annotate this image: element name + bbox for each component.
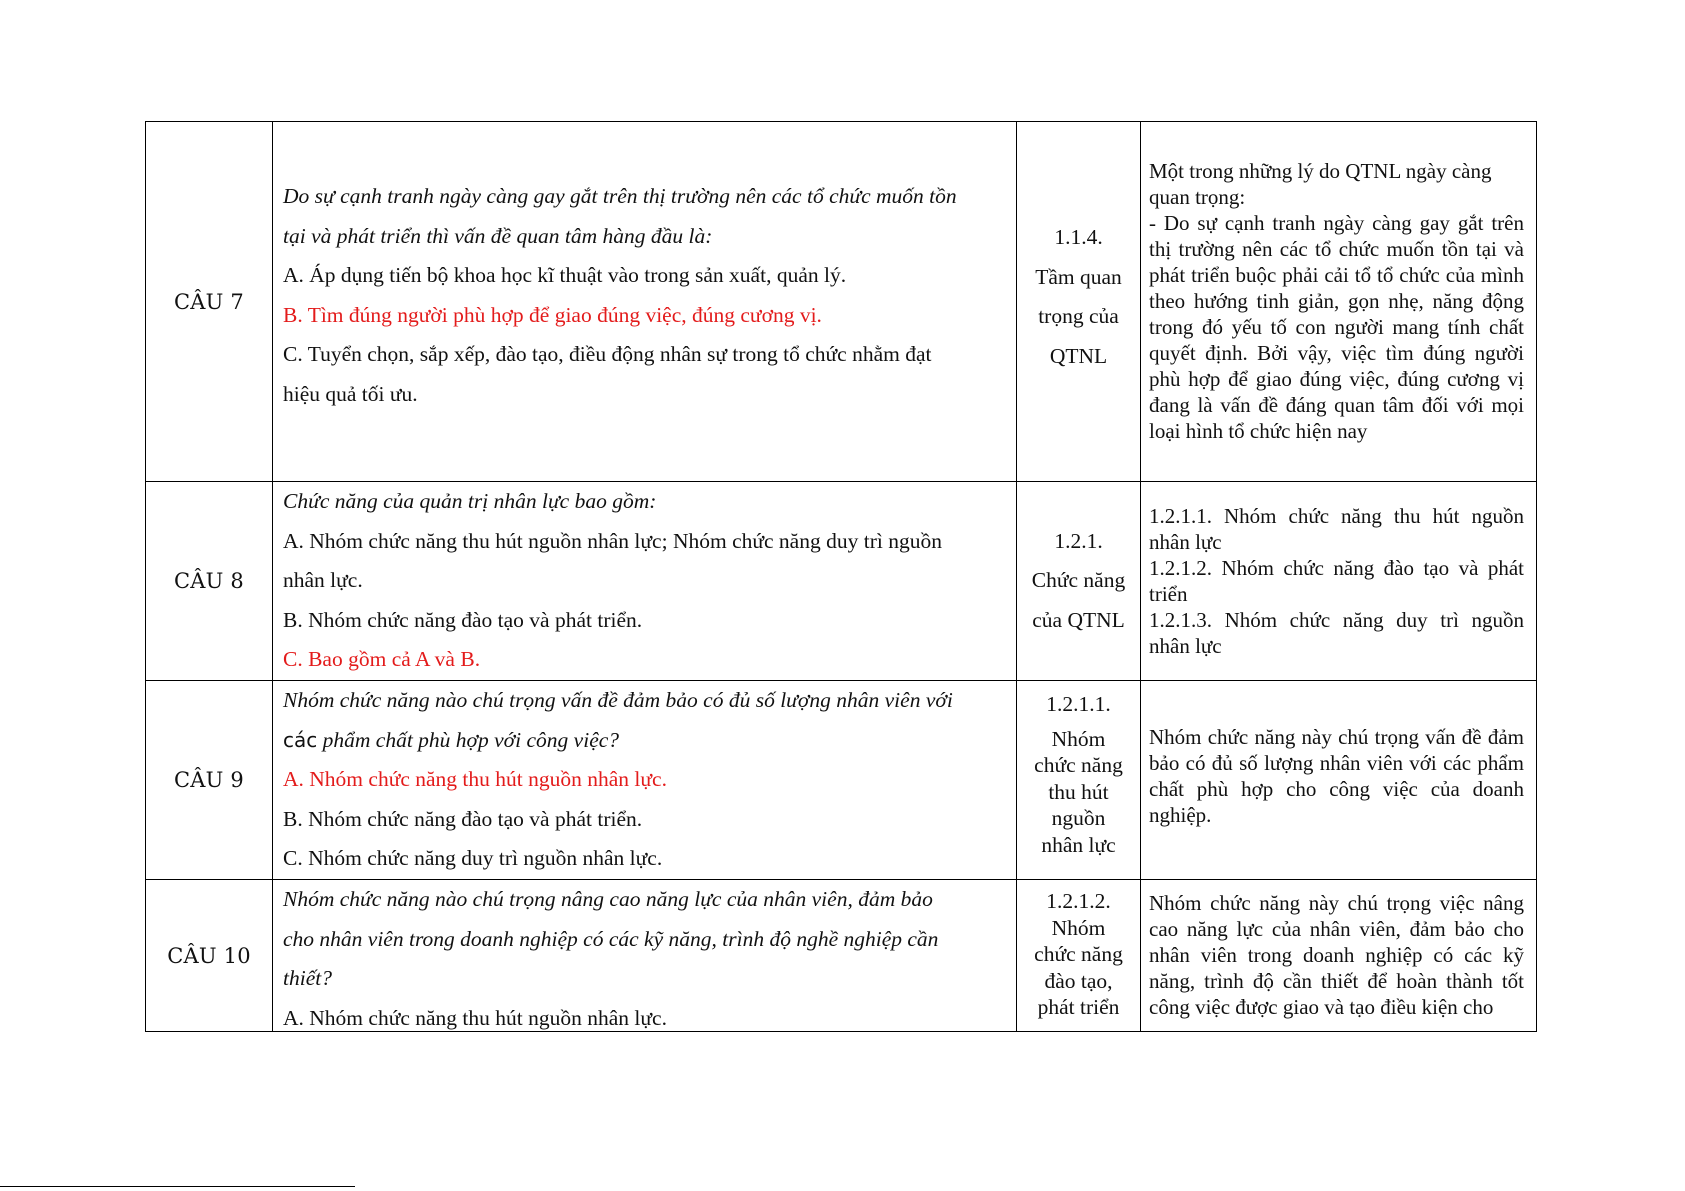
explanation-cell bbox=[1141, 681, 1536, 879]
question-text: Nhóm chức năng nào chú trọng vấn đề đảm bảo có đủ số lượng nhân viên với bbox=[283, 688, 953, 712]
explanation-cell bbox=[1141, 880, 1536, 1032]
answer-option-b: B. Nhóm chức năng đào tạo và phát triển. bbox=[283, 806, 643, 831]
question-text: tại và phát triển thì vấn đề quan tâm hàng đầu là: bbox=[283, 223, 713, 248]
question-text: phẩm chất phù hợp với công việc? bbox=[322, 727, 620, 752]
answer-option-c-cont: hiệu quả tối ưu. bbox=[283, 381, 418, 406]
answer-option-c: C. Nhóm chức năng duy trì nguồn nhân lực. bbox=[283, 846, 663, 870]
explanation-text: 1.2.1.2. Nhóm chức năng đào tạo và phát triển bbox=[1149, 556, 1524, 606]
table-row bbox=[146, 681, 1536, 880]
section-ref: 1.2.1.1. Nhóm chức năng thu hút nguồn nhân lực bbox=[1017, 681, 1141, 879]
table-row bbox=[146, 880, 1536, 1032]
explanation-text: Nhóm chức năng này chú trọng việc nâng cao năng lực của nhân viên, đảm bảo cho nhân viên trong doanh nghiệp có các kỹ năng, trình độ cần thiết để hoàn thành tốt công việc được giao và tạo điều kiện cho bbox=[1149, 891, 1524, 1019]
answer-option-c: C. Tuyển chọn, sắp xếp, đào tạo, điều động nhân sự trong tổ chức nhằm đạt bbox=[283, 342, 932, 366]
explanation-text: 1.2.1.1. Nhóm chức năng thu hút nguồn nhân lực bbox=[1149, 504, 1524, 554]
question-text: Nhóm chức năng nào chú trọng nâng cao năng lực của nhân viên, đảm bảo bbox=[283, 887, 933, 911]
question-text: cho nhân viên trong doanh nghiệp có các kỹ năng, trình độ nghề nghiệp cần bbox=[283, 926, 939, 951]
question-number: CÂU 9 bbox=[146, 681, 273, 879]
answer-option-a: A. Áp dụng tiến bộ khoa học kĩ thuật vào trong sản xuất, quản lý. bbox=[283, 263, 847, 287]
answer-option-c-correct: C. Bao gồm cả A và B. bbox=[283, 647, 481, 671]
question-text: Do sự cạnh tranh ngày càng gay gắt trên thị trường nên các tổ chức muốn tồn bbox=[283, 184, 957, 208]
explanation-text: - Do sự cạnh tranh ngày càng gay gắt trên thị trường nên các tổ chức muốn tồn tại và phát triển buộc phải cải tổ tổ chức của mình theo hướng tinh giản, gọn nhẹ, năng động trong đó yếu tố con người mang tính chất quyết định. Bởi vậy, việc tìm đúng người phù hợp để giao đúng việc, đúng cương vị đang là vấn đề đáng quan tâm đối với mọi loại hình tổ chức hiện nay bbox=[1149, 211, 1524, 443]
question-cell bbox=[273, 681, 1017, 879]
table-row bbox=[146, 482, 1536, 681]
question-number: CÂU 8 bbox=[146, 482, 273, 680]
answer-option-a: A. Nhóm chức năng thu hút nguồn nhân lực; Nhóm chức năng duy trì nguồn bbox=[283, 528, 942, 553]
answer-option-a-cont: nhân lực. bbox=[283, 568, 363, 592]
answer-option-a: A. Nhóm chức năng thu hút nguồn nhân lực. bbox=[283, 1005, 667, 1030]
section-ref: 1.2.1.2. Nhóm chức năng đào tạo, phát triển bbox=[1017, 880, 1141, 1032]
section-ref: 1.2.1. Chức năng của QTNL bbox=[1017, 482, 1141, 680]
answer-option-b: B. Nhóm chức năng đào tạo và phát triển. bbox=[283, 607, 643, 632]
explanation-text: 1.2.1.3. Nhóm chức năng duy trì nguồn nhân lực bbox=[1149, 608, 1524, 658]
explanation-text: Một trong những lý do QTNL ngày càng quan trọng: bbox=[1149, 159, 1492, 209]
answer-option-b-correct: B. Tìm đúng người phù hợp để giao đúng việc, đúng cương vị. bbox=[283, 302, 822, 327]
question-cell bbox=[273, 482, 1017, 680]
question-cell bbox=[273, 122, 1017, 481]
section-ref: 1.1.4. Tầm quan trọng của QTNL bbox=[1017, 122, 1141, 481]
footnote-separator bbox=[0, 1186, 355, 1187]
question-text-prefix: các bbox=[283, 727, 318, 752]
question-text: Chức năng của quản trị nhân lực bao gồm: bbox=[283, 489, 657, 513]
explanation-text: Nhóm chức năng này chú trọng vấn đề đảm bảo có đủ số lượng nhân viên với các phẩm chất phù hợp cho công việc của doanh nghiệp. bbox=[1149, 725, 1524, 827]
question-number: CÂU 7 bbox=[146, 122, 273, 481]
question-text: thiết? bbox=[283, 966, 332, 990]
quiz-table bbox=[145, 121, 1537, 1032]
explanation-cell bbox=[1141, 122, 1536, 481]
question-cell bbox=[273, 880, 1017, 1032]
table-row bbox=[146, 122, 1536, 482]
explanation-cell bbox=[1141, 482, 1536, 680]
answer-option-a-correct: A. Nhóm chức năng thu hút nguồn nhân lực. bbox=[283, 767, 667, 791]
question-number: CÂU 10 bbox=[146, 880, 273, 1032]
